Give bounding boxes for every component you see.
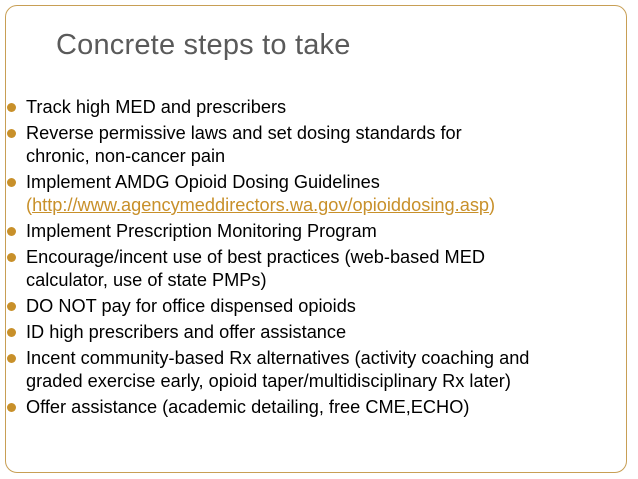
- link-close-paren: ): [489, 195, 496, 215]
- bullet-text: graded exercise early, opioid taper/multidisciplinary Rx later): [26, 371, 511, 391]
- bullet-dot-icon: [7, 253, 16, 262]
- bullet-text: ID high prescribers and offer assistance: [26, 322, 347, 342]
- opioid-dosing-guidelines-link[interactable]: http://www.agencymeddirectors.wa.gov/opioiddosing.asp: [32, 195, 490, 215]
- bullet-dot-icon: [7, 403, 16, 412]
- bullet-item: [6, 171, 626, 217]
- bullet-item: [6, 396, 626, 419]
- bullet-text: Track high MED and prescribers: [26, 97, 287, 117]
- bullet-text: Offer assistance (academic detailing, free CME,ECHO): [26, 397, 470, 417]
- bullet-text: calculator, use of state PMPs): [26, 270, 267, 290]
- bullet-item: [6, 220, 626, 243]
- bullet-text: Encourage/incent use of best practices (web-based MED: [26, 247, 485, 267]
- bullet-text: chronic, non-cancer pain: [26, 146, 226, 166]
- bullet-dot-icon: [7, 129, 16, 138]
- bullet-item: [6, 295, 626, 318]
- bullet-item: [6, 347, 626, 393]
- bullet-item: [6, 96, 626, 119]
- bullet-list: [6, 96, 626, 422]
- bullet-item: [6, 246, 626, 292]
- bullet-text: DO NOT pay for office dispensed opioids: [26, 296, 356, 316]
- bullet-link-line: [26, 194, 626, 217]
- bullet-text: Implement Prescription Monitoring Program: [26, 221, 377, 241]
- bullet-text: Incent community-based Rx alternatives (activity coaching and: [26, 348, 530, 368]
- bullet-dot-icon: [7, 178, 16, 187]
- slide-title: Concrete steps to take: [56, 29, 351, 61]
- bullet-item: [6, 321, 626, 344]
- bullet-dot-icon: [7, 328, 16, 337]
- bullet-text: Implement AMDG Opioid Dosing Guidelines: [26, 172, 380, 192]
- bullet-dot-icon: [7, 302, 16, 311]
- bullet-text: Reverse permissive laws and set dosing standards for: [26, 123, 462, 143]
- link-open-paren: (: [26, 195, 33, 215]
- bullet-dot-icon: [7, 354, 16, 363]
- bullet-dot-icon: [7, 227, 16, 236]
- bullet-dot-icon: [7, 103, 16, 112]
- bullet-item: [6, 122, 626, 168]
